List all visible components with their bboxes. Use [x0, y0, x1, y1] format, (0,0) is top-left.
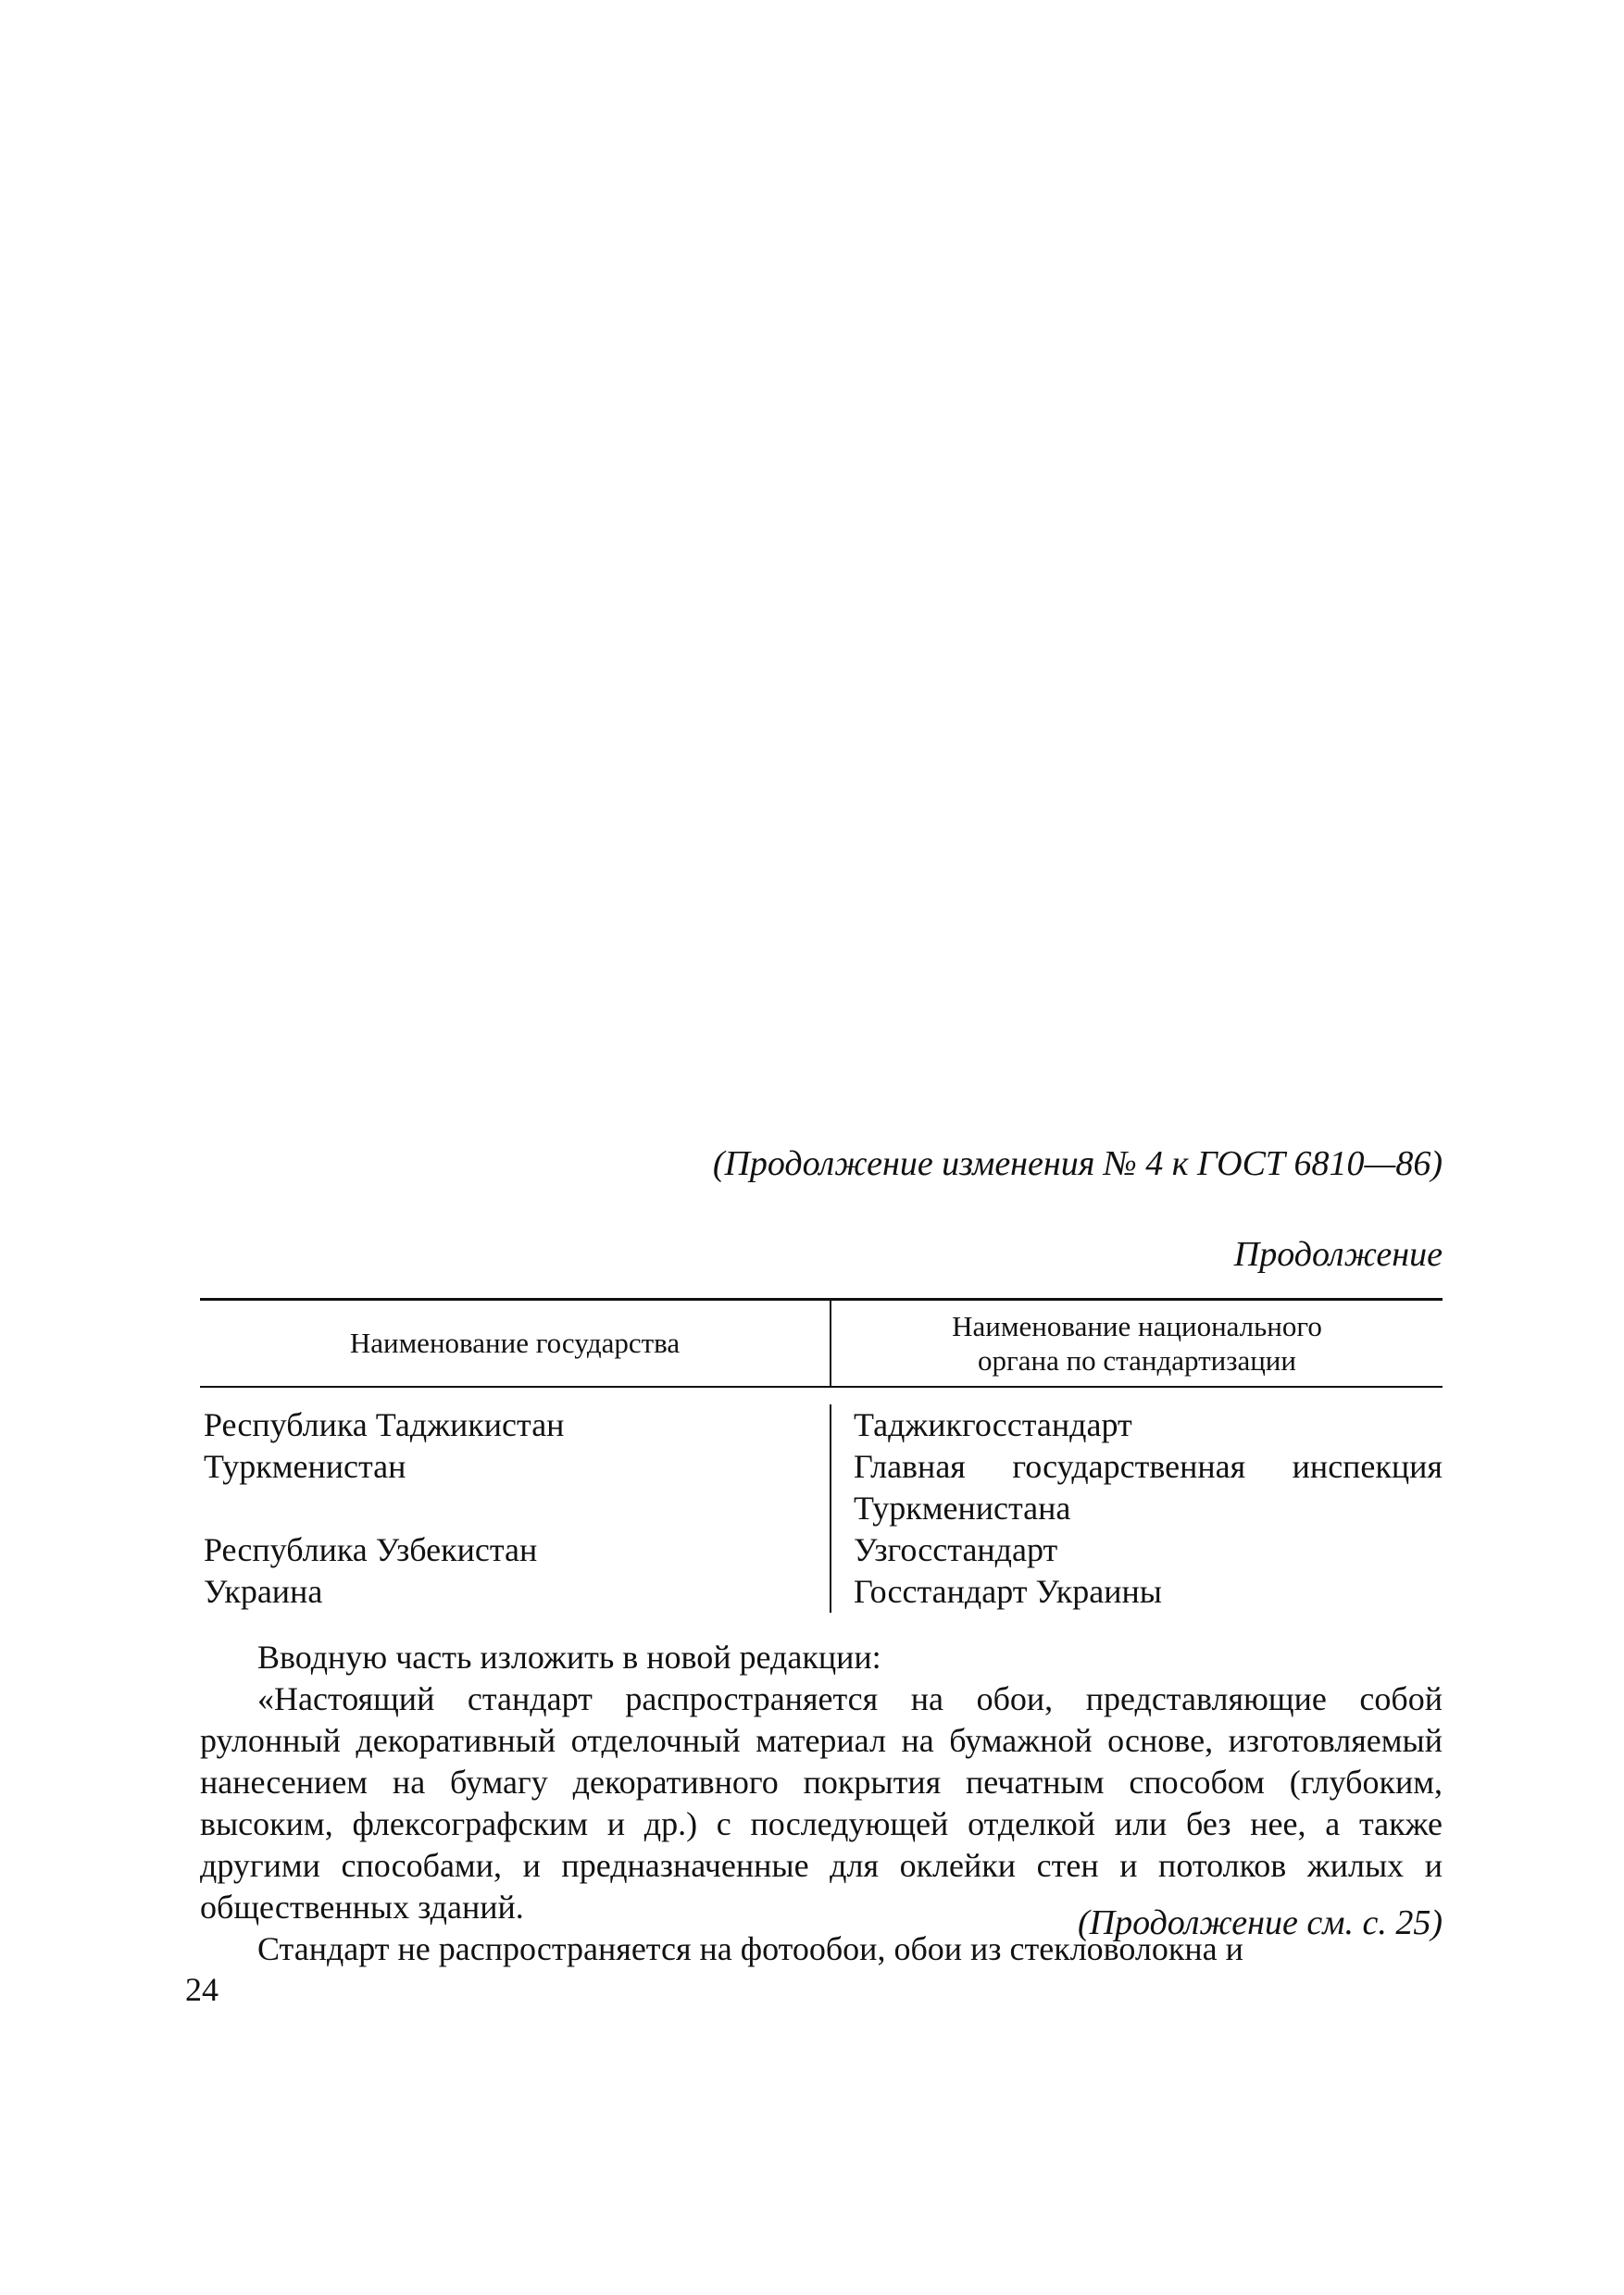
table-row — [200, 1446, 1443, 1529]
body-cell: Узгосстандарт — [854, 1531, 1058, 1568]
paragraph: «Настоящий стандарт распространяется на обои, представляющие собой рулонный декоративный отделочный материал на бумажной основе, изготовляемый нанесением на бумагу декоративного покрытия печатным способом (глубоким, высоким, флексографским и др.) с последующей отделкой или без нее, а также другими способами, и предназначенные для оклейки стен и потолков жилых и общественных зданий. — [200, 1680, 1443, 1926]
state-cell: Республика Таджикистан — [204, 1406, 565, 1443]
table-row — [200, 1529, 1443, 1571]
standards-bodies-table — [200, 1298, 1443, 1620]
header-body-line2: органа по стандартизации — [978, 1344, 1296, 1377]
table-row — [200, 1404, 1443, 1446]
continued-note: (Продолжение см. с. 25) — [1077, 1903, 1443, 1942]
table-body — [200, 1388, 1443, 1620]
body-cell: Главная государственная инспекция Туркменистана — [854, 1448, 1443, 1527]
page-number: 24 — [185, 1971, 219, 2008]
paragraph: Вводную часть изложить в новой редакции: — [257, 1639, 881, 1676]
body-cell: Госстандарт Украины — [854, 1573, 1162, 1610]
header-body-label — [831, 1301, 1443, 1386]
header-state-label: Наименование государства — [349, 1327, 681, 1360]
paragraph: Стандарт не распространяется на фотообои, обои из стекловолокна и — [257, 1930, 1243, 1967]
header-cell-state — [200, 1301, 830, 1386]
body-cell: Таджикгосстандарт — [854, 1406, 1132, 1443]
header-cell-body — [830, 1301, 1443, 1386]
table-row — [200, 1571, 1443, 1613]
running-header: (Продолжение изменения № 4 к ГОСТ 6810—86) — [712, 1144, 1443, 1183]
header-body-line1: Наименование национального — [952, 1309, 1322, 1342]
state-cell: Республика Узбекистан — [204, 1531, 538, 1568]
table-header-row — [200, 1301, 1443, 1386]
state-cell: Украина — [204, 1573, 323, 1610]
table-caption: Продолжение — [1233, 1235, 1443, 1274]
state-cell: Туркменистан — [204, 1448, 406, 1485]
